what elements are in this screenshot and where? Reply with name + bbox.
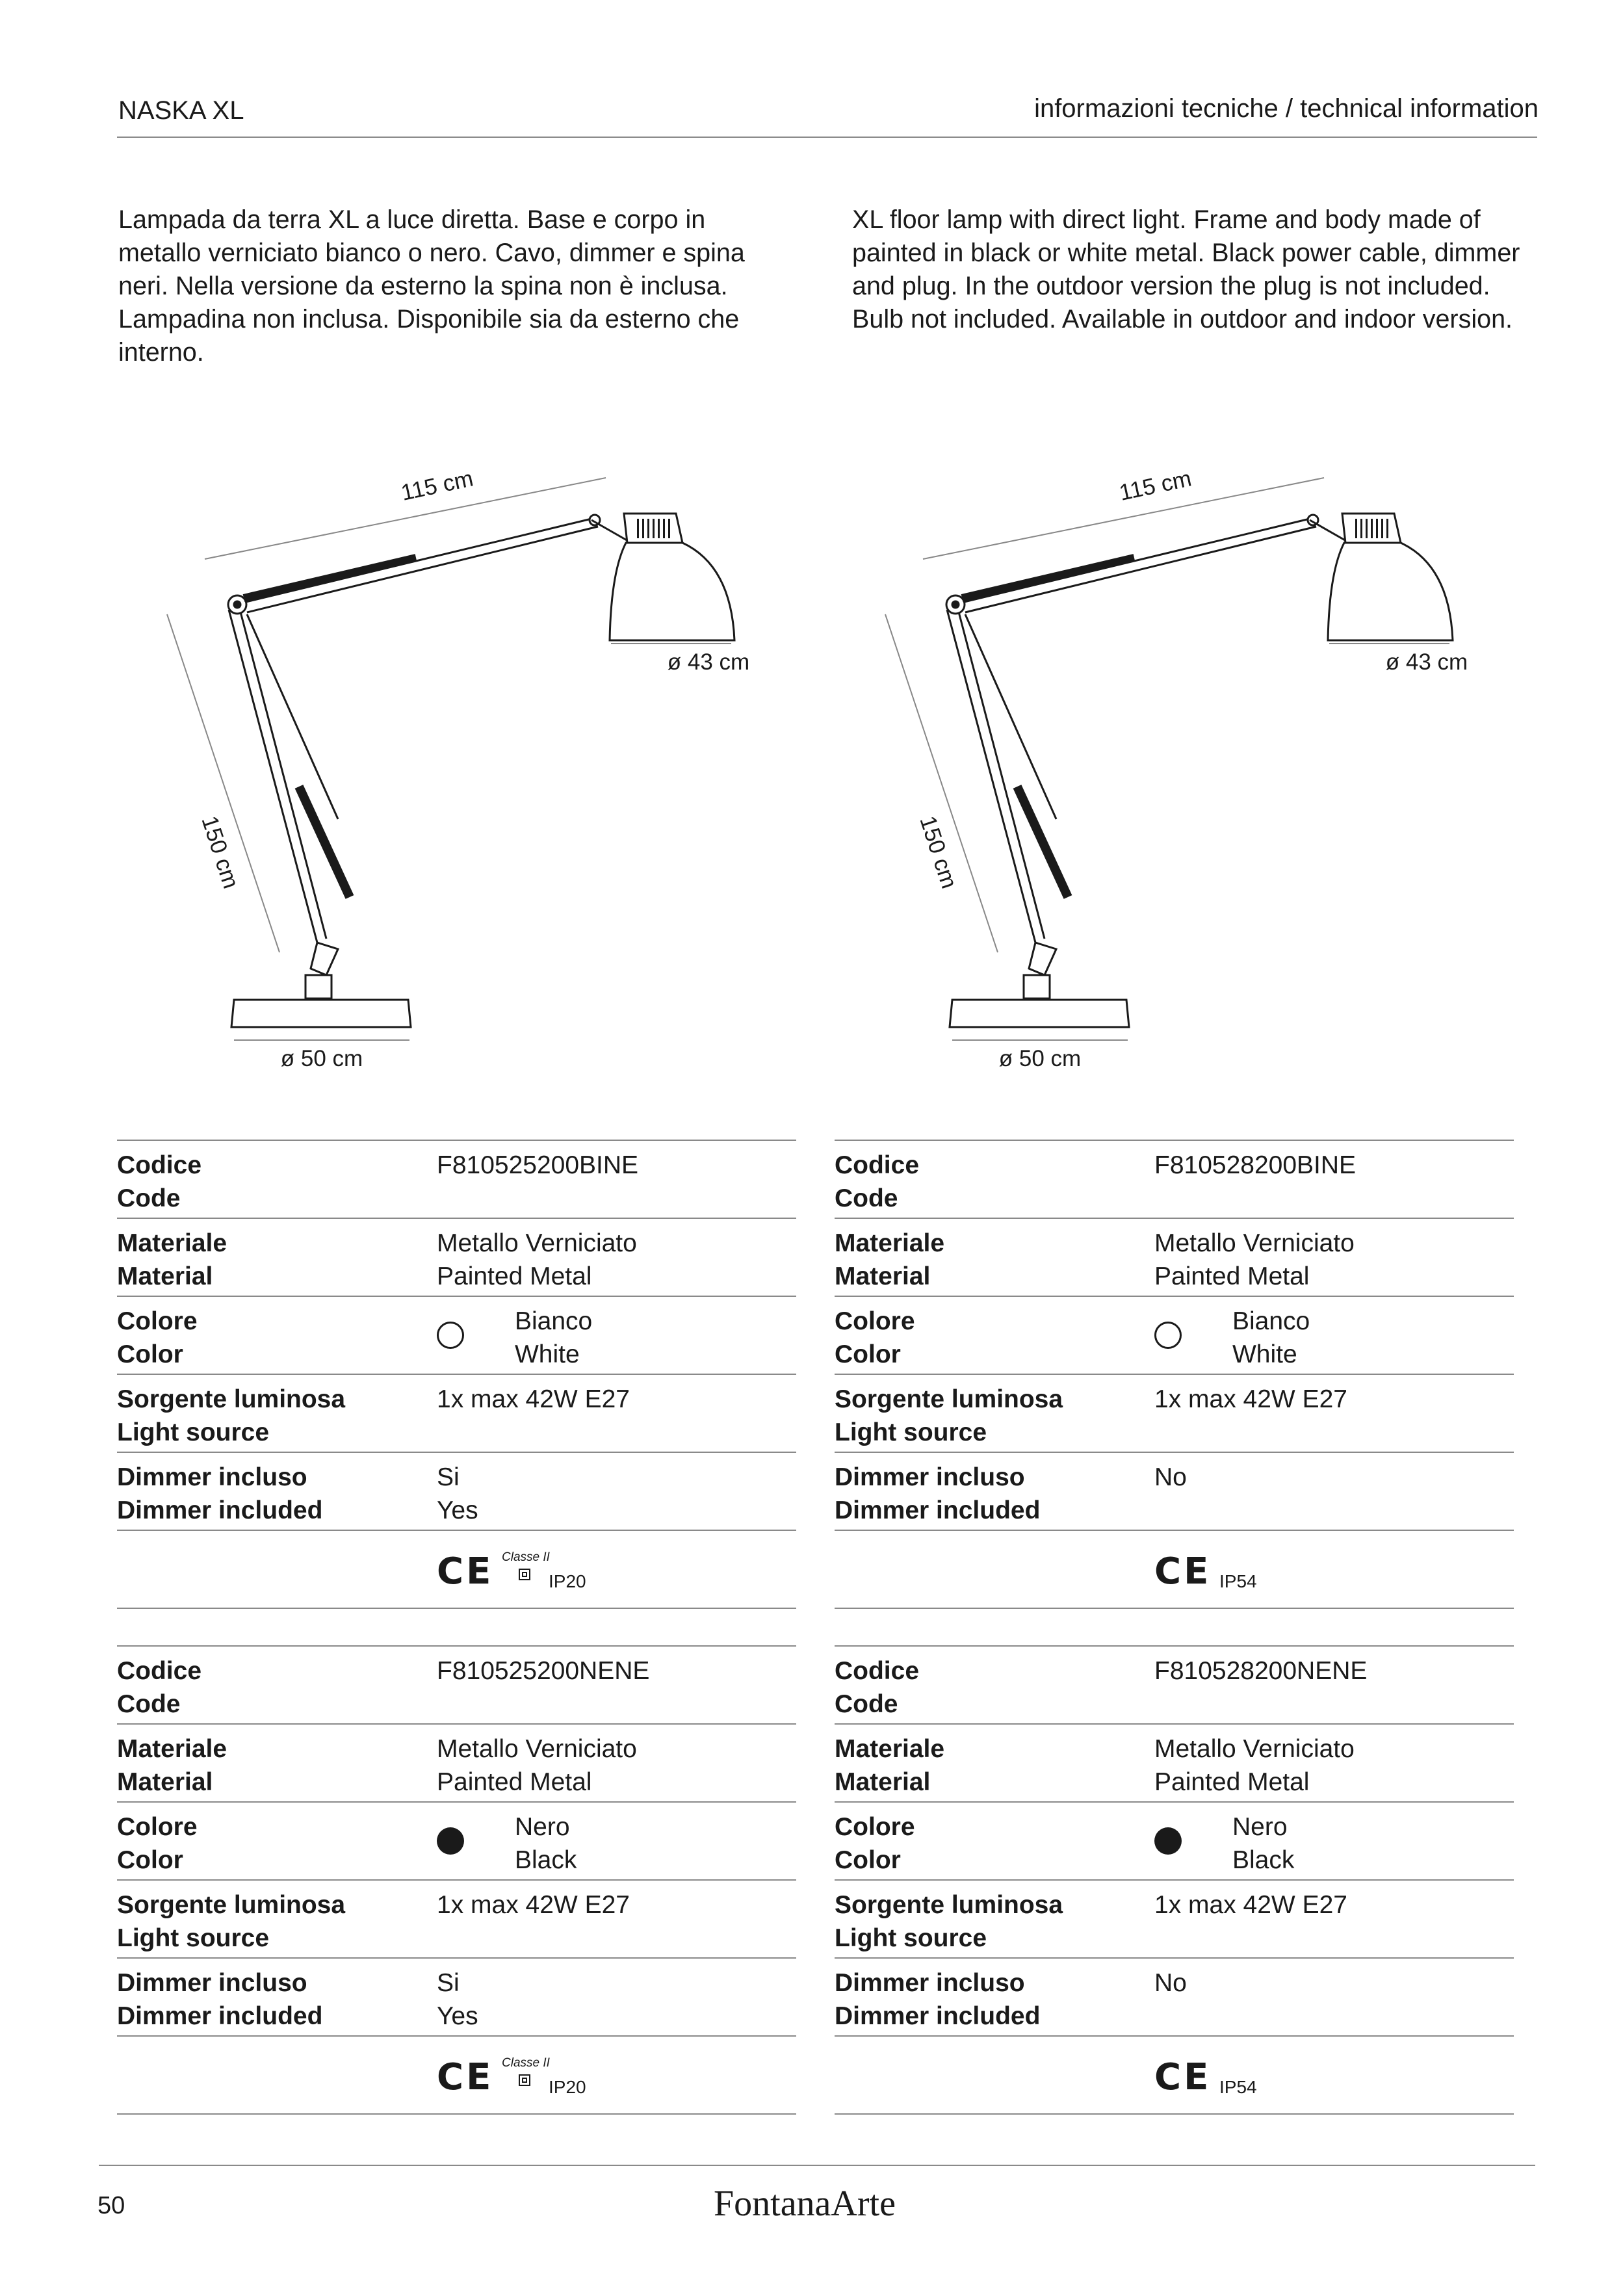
spec-color-value: Nero Black — [515, 1813, 577, 1874]
spec-row-certification — [835, 1531, 1514, 1609]
spec-row-light — [117, 1375, 796, 1453]
arm-length-label: 115 cm — [398, 465, 476, 506]
height-label: 150 cm — [196, 813, 244, 892]
class-ii-icon — [519, 1569, 530, 1580]
description-english: XL floor lamp with direct light. Frame and body made of painted in black or white metal. Black power cable, dimmer and plug. In the outdoor version the plug is not included. Bulb not included. Available in outdoor and indoor version. — [852, 205, 1520, 333]
base-diameter-label: ø 50 cm — [998, 1046, 1082, 1071]
spec-table-white-outdoor — [835, 1140, 1514, 1609]
arm-length-label: 115 cm — [1117, 465, 1194, 506]
spec-dimmer-value: Si Yes — [437, 1969, 478, 2030]
header-rule — [117, 137, 1537, 138]
spec-dimmer-value: No — [1154, 1463, 1187, 1491]
spec-color-value: Nero Black — [1232, 1813, 1295, 1874]
spec-label: Colore Color — [835, 1307, 915, 1368]
spec-code-value: F810528200BINE — [1154, 1151, 1357, 1179]
description-italian: Lampada da terra XL a luce diretta. Base e corpo in metallo verniciato bianco o nero. Cavo, dimmer e spina neri. Nella versione da esterno la spina non è inclusa. Lampadina non inclusa. Disponibile sia da esterno che interno. — [118, 205, 745, 367]
spec-row-material — [117, 1725, 796, 1803]
spec-row-code — [835, 1647, 1514, 1725]
spec-label: Sorgente luminosa Light source — [117, 1891, 346, 1952]
spec-label: Codice Code — [835, 1657, 920, 1718]
class-ii-label: Classe II — [502, 1550, 550, 1564]
footer-rule — [99, 2165, 1535, 2166]
spec-material-value: Metallo Verniciato Painted Metal — [437, 1229, 637, 1290]
spec-label: Dimmer incluso Dimmer included — [835, 1969, 1041, 2030]
spec-table-white-indoor — [117, 1140, 796, 1609]
class-ii-icon — [519, 2074, 530, 2086]
spec-table-black-outdoor — [835, 1645, 1514, 2115]
spec-row-certification — [835, 2037, 1514, 2115]
spec-label: Sorgente luminosa Light source — [117, 1385, 346, 1446]
spec-material-value: Metallo Verniciato Painted Metal — [1154, 1735, 1355, 1796]
lamp-drawing-right — [861, 455, 1511, 1105]
spec-row-dimmer — [117, 1453, 796, 1531]
spec-label: Materiale Material — [835, 1229, 945, 1290]
height-label: 150 cm — [915, 813, 962, 892]
spec-row-color — [117, 1803, 796, 1881]
ce-mark-icon: CE — [1154, 1550, 1212, 1593]
color-swatch-white — [437, 1322, 464, 1349]
spec-row-light — [835, 1375, 1514, 1453]
spec-code-value: F810525200BINE — [437, 1151, 639, 1179]
spec-light-value: 1x max 42W E27 — [1154, 1891, 1347, 1919]
spec-row-color — [835, 1297, 1514, 1375]
spec-material-value: Metallo Verniciato Painted Metal — [437, 1735, 637, 1796]
spec-light-value: 1x max 42W E27 — [437, 1385, 630, 1413]
spec-row-certification — [117, 1531, 796, 1609]
brand-logo: FontanaArte — [714, 2184, 896, 2224]
spec-label: Codice Code — [117, 1151, 202, 1212]
spec-label: Materiale Material — [117, 1735, 227, 1796]
spec-dimmer-value: Si Yes — [437, 1463, 478, 1524]
spec-color-value: Bianco White — [515, 1307, 593, 1368]
spec-row-light — [835, 1881, 1514, 1959]
spec-label: Materiale Material — [117, 1229, 227, 1290]
spec-row-code — [835, 1141, 1514, 1219]
spec-label: Sorgente luminosa Light source — [835, 1891, 1063, 1952]
ip-rating: IP20 — [549, 1571, 586, 1591]
spec-label: Colore Color — [117, 1307, 198, 1368]
ip-rating: IP54 — [1219, 2077, 1257, 2097]
spec-color-value: Bianco White — [1232, 1307, 1310, 1368]
section-title: informazioni tecniche / technical information — [1034, 94, 1539, 123]
shade-diameter-label: ø 43 cm — [1385, 649, 1468, 675]
lamp-drawing-left — [143, 455, 793, 1105]
spec-label: Codice Code — [835, 1151, 920, 1212]
spec-code-value: F810525200NENE — [437, 1657, 650, 1685]
spec-light-value: 1x max 42W E27 — [437, 1891, 630, 1919]
spec-row-dimmer — [117, 1959, 796, 2037]
spec-row-code — [117, 1647, 796, 1725]
class-ii-label: Classe II — [502, 2056, 550, 2070]
spec-label: Codice Code — [117, 1657, 202, 1718]
spec-label: Colore Color — [117, 1813, 198, 1874]
product-title: NASKA XL — [118, 96, 244, 125]
spec-row-material — [835, 1219, 1514, 1297]
spec-table-black-indoor — [117, 1645, 796, 2115]
shade-diameter-label: ø 43 cm — [667, 649, 750, 675]
ce-mark-icon: CE — [437, 2056, 494, 2098]
spec-label: Dimmer incluso Dimmer included — [117, 1463, 323, 1524]
page-number: 50 — [97, 2192, 125, 2219]
spec-label: Colore Color — [835, 1813, 915, 1874]
spec-code-value: F810528200NENE — [1154, 1657, 1368, 1685]
spec-row-certification — [117, 2037, 796, 2115]
ip-rating: IP54 — [1219, 1571, 1257, 1591]
spec-label: Materiale Material — [835, 1735, 945, 1796]
spec-row-color — [835, 1803, 1514, 1881]
spec-row-code — [117, 1141, 796, 1219]
spec-row-dimmer — [835, 1453, 1514, 1531]
spec-material-value: Metallo Verniciato Painted Metal — [1154, 1229, 1355, 1290]
spec-label: Dimmer incluso Dimmer included — [117, 1969, 323, 2030]
ip-rating: IP20 — [549, 2077, 586, 2097]
spec-label: Dimmer incluso Dimmer included — [835, 1463, 1041, 1524]
spec-light-value: 1x max 42W E27 — [1154, 1385, 1347, 1413]
ce-mark-icon: CE — [1154, 2056, 1212, 2098]
base-diameter-label: ø 50 cm — [280, 1046, 363, 1071]
ce-mark-icon: CE — [437, 1550, 494, 1593]
spec-row-color — [117, 1297, 796, 1375]
color-swatch-white — [1154, 1322, 1182, 1349]
spec-label: Sorgente luminosa Light source — [835, 1385, 1063, 1446]
spec-dimmer-value: No — [1154, 1969, 1187, 1997]
color-swatch-black — [1154, 1827, 1182, 1855]
spec-row-dimmer — [835, 1959, 1514, 2037]
color-swatch-black — [437, 1827, 464, 1855]
spec-row-material — [117, 1219, 796, 1297]
spec-row-light — [117, 1881, 796, 1959]
spec-row-material — [835, 1725, 1514, 1803]
